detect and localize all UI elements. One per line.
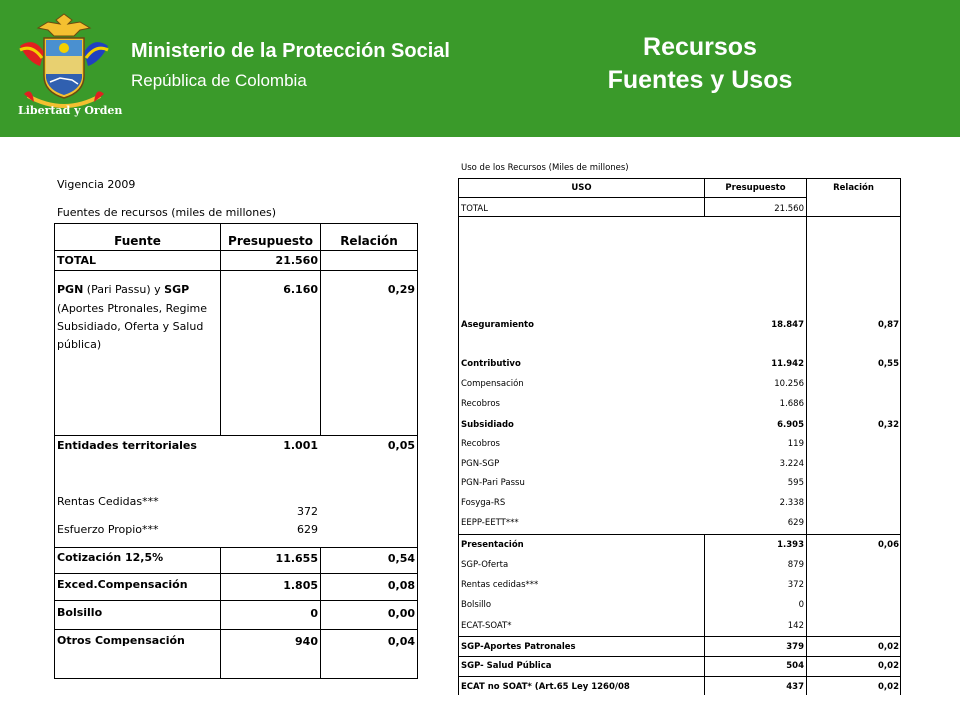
row-exced-rel: 0,08 — [387, 579, 415, 592]
uses-header-presupuesto: Presupuesto — [725, 183, 786, 193]
uses-aseg-value: 18.847 — [771, 320, 804, 330]
uses-present-label: Presentación — [461, 540, 524, 550]
uses-contrib-value: 11.942 — [771, 359, 804, 369]
uses-present-rel: 0,06 — [878, 540, 899, 550]
row-pgn-value: 6.160 — [283, 283, 318, 296]
row-entidades-label: Entidades territoriales — [57, 439, 197, 452]
uses-header-uso: USO — [571, 183, 592, 193]
uses-pgnpari-value: 595 — [787, 478, 804, 488]
row-otros-label: Otros Compensación — [57, 634, 185, 647]
uses-sgpoferta-label: SGP-Oferta — [461, 560, 509, 570]
uses-ecat-label: ECAT-SOAT* — [461, 621, 512, 631]
uses-aseg-rel: 0,87 — [878, 320, 899, 330]
uses-contrib-label: Contributivo — [461, 359, 521, 369]
uses-ecat-value: 142 — [787, 621, 804, 631]
uses-compens-label: Compensación — [461, 379, 524, 389]
uses-bolsillo-label: Bolsillo — [461, 600, 492, 610]
header-banner — [0, 0, 960, 137]
row-total-value: 21.560 — [275, 254, 318, 267]
uses-eepp-value: 629 — [787, 518, 804, 528]
uses-recobros1-label: Recobros — [461, 399, 500, 409]
row-pgn-line4: pública) — [57, 338, 102, 351]
uses-header-relacion: Relación — [833, 183, 874, 193]
uses-pgnsgp-label: PGN-SGP — [461, 459, 500, 469]
row-entidades-rel: 0,05 — [387, 439, 415, 452]
uses-recobros2-value: 119 — [787, 439, 804, 449]
uses-present-value: 1.393 — [777, 540, 804, 550]
row-total-label: TOTAL — [57, 254, 97, 267]
vigencia-label: Vigencia 2009 — [57, 178, 136, 191]
row-otros-rel: 0,04 — [387, 635, 415, 648]
row-exced-value: 1.805 — [283, 579, 318, 592]
row-esfuerzo-label: Esfuerzo Propio*** — [57, 523, 159, 536]
uses-rentas-label: Rentas cedidas*** — [461, 580, 539, 590]
row-bolsillo-label: Bolsillo — [57, 606, 103, 619]
uses-subsid-value: 6.905 — [777, 420, 804, 430]
row-pgn-line1: PGN (Pari Passu) y SGP — [57, 283, 190, 296]
uses-ecatno-label: ECAT no SOAT* (Art.65 Ley 1260/08 — [461, 682, 630, 692]
uses-sgpoferta-value: 879 — [787, 560, 804, 570]
row-bolsillo-value: 0 — [310, 607, 318, 620]
uses-sgpaport-rel: 0,02 — [878, 642, 899, 652]
row-otros-value: 940 — [295, 635, 318, 648]
republic-name: República de Colombia — [131, 71, 307, 90]
uses-recobros2-label: Recobros — [461, 439, 500, 449]
uses-ecatno-rel: 0,02 — [878, 682, 899, 692]
uses-fosyga-value: 2.338 — [779, 498, 804, 508]
row-exced-label: Exced.Compensación — [57, 578, 188, 591]
uses-sgpsalud-rel: 0,02 — [878, 661, 899, 671]
row-pgn-rel: 0,29 — [387, 283, 415, 296]
uses-subsid-rel: 0,32 — [878, 420, 899, 430]
uses-eepp-label: EEPP-EETT*** — [461, 518, 519, 528]
crest-motto: Libertad y Orden — [18, 104, 123, 117]
header-presupuesto: Presupuesto — [228, 234, 313, 248]
uses-sgpsalud-label: SGP- Salud Pública — [461, 661, 552, 671]
row-rentas-value: 372 — [297, 505, 318, 518]
uses-pgnpari-label: PGN-Pari Passu — [461, 478, 525, 488]
uses-compens-value: 10.256 — [774, 379, 804, 389]
ministry-name: Ministerio de la Protección Social — [131, 40, 450, 62]
header-fuente: Fuente — [114, 234, 161, 248]
row-entidades-value: 1.001 — [283, 439, 318, 452]
uses-fosyga-label: Fosyga-RS — [461, 498, 506, 508]
uses-sgpaport-value: 379 — [786, 642, 804, 652]
uses-aseg-label: Aseguramiento — [461, 320, 534, 330]
uses-contrib-rel: 0,55 — [878, 359, 899, 369]
uses-recobros1-value: 1.686 — [779, 399, 804, 409]
row-cotizacion-rel: 0,54 — [387, 552, 415, 565]
uses-bolsillo-value: 0 — [798, 600, 804, 610]
uses-total-label: TOTAL — [461, 204, 488, 214]
uses-total-value: 21.560 — [774, 204, 804, 214]
uses-subsid-label: Subsidiado — [461, 420, 514, 430]
row-cotizacion-label: Cotización 12,5% — [57, 551, 164, 564]
row-rentas-label: Rentas Cedidas*** — [57, 495, 159, 508]
uses-rentas-value: 372 — [787, 580, 804, 590]
page-title-line2: Fuentes y Usos — [607, 66, 793, 94]
sources-subtitle: Fuentes de recursos (miles de millones) — [57, 206, 277, 219]
row-pgn-line3: Subsidiado, Oferta y Salud — [57, 320, 204, 333]
header-relacion: Relación — [340, 234, 398, 248]
row-bolsillo-rel: 0,00 — [387, 607, 415, 620]
row-pgn-line2: (Aportes Ptronales, Regime — [57, 302, 208, 315]
uses-sgpsalud-value: 504 — [786, 661, 804, 671]
uses-title: Uso de los Recursos (Miles de millones) — [461, 163, 629, 173]
page-title-line1: Recursos — [643, 33, 757, 61]
uses-sgpaport-label: SGP-Aportes Patronales — [461, 642, 576, 652]
row-cotizacion-value: 11.655 — [275, 552, 318, 565]
uses-pgnsgp-value: 3.224 — [779, 459, 804, 469]
row-esfuerzo-value: 629 — [297, 523, 318, 536]
uses-ecatno-value: 437 — [786, 682, 804, 692]
